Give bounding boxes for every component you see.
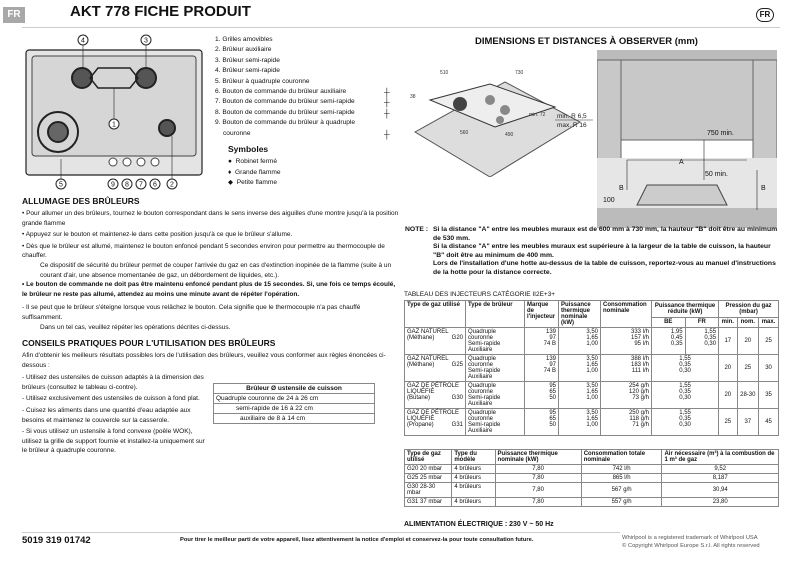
pressure-min: 17 (719, 328, 737, 355)
feature-list (215, 35, 355, 139)
injector-mark (525, 382, 559, 409)
column-header: Consommation nominale (601, 301, 652, 328)
burner-type-value: Quadruple couronne (468, 410, 497, 422)
header-row (405, 301, 779, 318)
table-cell: 742 l/h (581, 465, 662, 474)
nominal-power-value: 3,50 (586, 356, 598, 362)
table-cell: 865 l/h (581, 474, 662, 483)
dim-label-min-radius: min. R 6,5 (557, 113, 587, 120)
column-subheader: FR (685, 317, 719, 327)
nominal-consumption (601, 382, 652, 409)
symbol-label: Robinet fermé (235, 158, 278, 165)
callout-7: 7 (139, 181, 143, 189)
nominal-power-value: 1,65 (586, 335, 598, 341)
nominal-power-value: 3,50 (586, 329, 598, 335)
injector-mark-value: 95 (549, 383, 556, 389)
gas-type-cell (405, 355, 466, 382)
column-header: Type de gaz utilisé (405, 450, 452, 465)
allumage-warning: • Le bouton de commande ne doit pas être maintenu enfoncé pendant plus de 15 secondes. Si, une fois ce temps écoulé, le brûleur ne reste pas allumé, attendez au moins une minute avant de répéter l'opération. (22, 281, 396, 298)
gas-type-cell (405, 382, 466, 409)
gas-family: (Propane) (407, 422, 434, 428)
pressure-nom: 37 (737, 409, 759, 436)
column-header: Type du modèle (452, 450, 495, 465)
nominal-power-value: 1,00 (586, 341, 598, 347)
table-cell: 9,52 (662, 465, 779, 474)
burner-type-value: Quadruple couronne (468, 383, 497, 395)
gas-name: GAZ DE PÉTROLE LIQUÉFIÉ (407, 410, 460, 422)
installation-distance-diagram (597, 50, 777, 228)
table-cell: G20 20 mbar (405, 465, 452, 474)
hob-dimension-diagram (405, 52, 595, 177)
conseils-item: - Utilisez exclusivement des ustensiles de cuisson à fond plat. (22, 395, 200, 403)
dim-label-b: B (619, 185, 624, 192)
table-cell: 4 brûleurs (452, 498, 495, 507)
injector-mark-value: 50 (549, 395, 556, 401)
feature-item: 5. Brûleur à quadruple couronne (215, 77, 310, 85)
utensil-row: Quadruple couronne de 24 à 26 cm (214, 394, 375, 404)
table-cell: G30 28-30 mbar (405, 483, 452, 498)
gas-name: GAZ DE PÉTROLE LIQUÉFIÉ (407, 383, 460, 395)
column-subheader: BE (652, 317, 686, 327)
nominal-consumption-value: 183 l/h (630, 362, 649, 368)
nominal-consumption-value: 254 g/h (628, 383, 649, 389)
nominal-consumption-value: 157 l/h (630, 335, 649, 341)
gas-sub (407, 335, 463, 341)
header-row (405, 450, 779, 465)
gas-code: G31 (451, 422, 463, 428)
gas-code: G20 (451, 335, 463, 341)
hob-diagram (22, 32, 212, 194)
pressure-min: 25 (719, 409, 737, 436)
table-cell: 7,80 (495, 498, 581, 507)
conseils-item: - Cuisez les aliments dans une quantité d'eau adaptée aux besoins et maintenez le couvercle sur la casserole. (22, 406, 191, 424)
table-cell: G25 25 mbar (405, 474, 452, 483)
closed-valve-icon: ● (228, 158, 232, 165)
burner-type (466, 355, 525, 382)
pressure-max: 25 (759, 328, 779, 355)
reduced-power-value: 0,30 (679, 368, 691, 374)
column-header: Air nécessaire (m³) à la combustion de 1 m³ de gaz (662, 450, 779, 465)
gas-type-cell (405, 328, 466, 355)
table-row (405, 409, 779, 436)
reduced-power-fr-value: 0,35 (704, 335, 717, 341)
injector-mark-value: 139 (545, 356, 556, 362)
gas-sub (407, 395, 463, 401)
total-consumption-table (404, 449, 779, 507)
installation-note (405, 226, 780, 278)
pressure-nom: 20 (737, 328, 759, 355)
pressure-max: 35 (759, 382, 779, 409)
reduced-power-fr-value: 1,55 (704, 329, 717, 335)
column-subheader: max. (759, 317, 779, 327)
note-label: NOTE : (405, 226, 429, 233)
table-cell: 4 brûleurs (452, 474, 495, 483)
pressure-nom: 28-30 (737, 382, 759, 409)
nominal-power-value: 1,65 (586, 362, 598, 368)
nominal-power-value: 3,50 (586, 383, 598, 389)
nominal-consumption-value: 388 l/h (630, 356, 649, 362)
callout-6: 6 (153, 181, 157, 189)
feature-item: 3. Brûleur semi-rapide (215, 56, 280, 64)
pressure-max: 45 (759, 409, 779, 436)
conseils-title: CONSEILS PRATIQUES POUR L'UTILISATION DES BRÛLEURS (22, 338, 276, 348)
conseils-item: - Si vous utilisez un ustensile à fond convexe (poêle WOK), utilisez la grille de support fournie et installez-la uniquement sur le brûleur à quadruple couronne. (22, 428, 205, 455)
column-subheader: nom. (737, 317, 759, 327)
nominal-consumption-value: 120 g/h (628, 389, 649, 395)
reduced-power-fr-value: 0,30 (704, 341, 717, 347)
page-title: AKT 778 FICHE PRODUIT (70, 3, 251, 20)
nominal-consumption (601, 409, 652, 436)
allumage-item: • Appuyez sur le bouton et maintenez-le dans cette position jusqu'à ce que le brûleur s'allume. (22, 231, 293, 239)
dim-label: 38 (410, 94, 416, 100)
nominal-consumption-value: 71 g/h (632, 422, 649, 428)
allumage-item: Ce dispositif de sécurité du brûleur permet de couper l'arrivée du gaz en cas d'extinction inopinée de la flamme (suite à un courant d'air, une absence momentanée de gaz, un débordement de liquides, etc.). (40, 261, 392, 279)
gas-code: G25 (451, 362, 463, 368)
reduced-power-value: 0,35 (679, 389, 691, 395)
utensil-row: auxiliaire de 8 à 14 cm (214, 414, 375, 424)
gas-type-cell (405, 409, 466, 436)
reduced-power (652, 409, 719, 436)
gas-family: (Butane) (407, 395, 431, 401)
injector-mark-value: 50 (549, 422, 556, 428)
reduced-power (652, 382, 719, 409)
table-row (405, 382, 779, 409)
reduced-power-be (652, 328, 686, 355)
note-line: Lors de l'installation d'une hotte au-dessus de la table de cuisson, reportez-vous au manuel d'instructions de la hotte pour la distance correcte. (433, 260, 776, 276)
reduced-power-value: 0,35 (679, 362, 691, 368)
copyright-text: © Copyright Whirlpool Europe S.r.l. All rights reserved (622, 543, 760, 549)
burner-type-value: Auxiliaire (468, 428, 493, 434)
allumage-title: ALLUMAGE DES BRÛLEURS (22, 196, 140, 206)
burner-type-value: Auxiliaire (468, 401, 493, 407)
table-cell: 4 brûleurs (452, 465, 495, 474)
nominal-consumption-value: 250 g/h (628, 410, 649, 416)
dim-label: min. 72 (529, 112, 546, 118)
table-cell: 7,80 (495, 465, 581, 474)
symbol-label: Grande flamme (235, 168, 281, 176)
table-cell: 23,80 (662, 498, 779, 507)
conseils-intro: Afin d'obtenir les meilleurs résultats possibles lors de l'utilisation des brûleurs, veuillez vous conformer aux règles énoncées ci-dessous : (22, 352, 386, 369)
burner-type-value: Auxiliaire (468, 374, 493, 380)
symbols-legend (228, 144, 281, 189)
nominal-power-value: 1,00 (586, 395, 598, 401)
allumage-section (22, 196, 400, 332)
feature-item: 6. Bouton de commande du brûleur auxiliaire (215, 88, 347, 96)
table-row (405, 328, 779, 355)
nominal-consumption-value: 118 g/h (629, 416, 649, 422)
nominal-power-value: 1,65 (586, 389, 598, 395)
table-row (405, 465, 779, 474)
dimensions-title: DIMENSIONS ET DISTANCES À OBSERVER (mm) (475, 36, 698, 47)
injector-mark (525, 355, 559, 382)
allumage-item: - Il se peut que le brûleur s'éteigne lorsque vous relâchez le bouton. Cela signifie que le thermocouple n'a pas chauffé suffisamment. (22, 304, 361, 321)
gas-name: GAZ NATUREL (407, 356, 449, 362)
column-header: Type de brûleur (466, 301, 525, 328)
trademark-text: Whirlpool is a registered trademark of Whirlpool USA (622, 535, 758, 541)
table-cell: 7,80 (495, 474, 581, 483)
burner-type-value: Quadruple couronne (468, 356, 497, 368)
dim-label: 560 (460, 130, 469, 136)
table-cell: 8,187 (662, 474, 779, 483)
nominal-power (559, 382, 601, 409)
nominal-consumption-value: 73 g/h (632, 395, 649, 401)
callout-1: 1 (112, 121, 116, 129)
column-header: Type de gaz utilisé (405, 301, 466, 328)
injector-mark (525, 328, 559, 355)
reduced-power-be-value: 0,35 (670, 341, 683, 347)
reduced-power-be-value: 1,95 (670, 329, 683, 335)
table-cell: 557 g/h (581, 498, 662, 507)
gas-family: (Méthane) (407, 335, 435, 341)
language-badge: FR (3, 7, 25, 23)
feature-item: 7. Bouton de commande du brûleur semi-rapide (215, 98, 355, 106)
allumage-item: Dans un tel cas, veuillez répéter les opérations décrites ci-dessus. (40, 323, 231, 331)
dim-label-side: 50 min. (705, 171, 728, 178)
injector-mark-value: 65 (549, 416, 556, 422)
reduced-power-value: 0,35 (679, 416, 691, 422)
conseils-item: - Utilisez des ustensiles de cuisson adaptés à la dimension des brûleurs (consultez le tableau ci-contre). (22, 374, 204, 391)
column-header: Puissance thermique nominale (kW) (559, 301, 601, 328)
injector-mark-value: 65 (549, 389, 556, 395)
nominal-consumption-value: 95 l/h (634, 341, 649, 347)
large-flame-icon: ♦ (228, 168, 232, 176)
table-row (405, 355, 779, 382)
reduced-power-value: 1,55 (679, 356, 691, 362)
pressure-min: 20 (719, 382, 737, 409)
callout-5: 5 (59, 181, 63, 189)
column-header: Marque de l'injecteur (525, 301, 559, 328)
note-line: Si la distance "A" entre les meubles muraux est de 600 mm à 730 mm, la hauteur "B" doit être au minimum de 530 mm. (433, 226, 778, 242)
table-cell: 4 brûleurs (452, 483, 495, 498)
reduced-power-value: 0,30 (679, 422, 691, 428)
table-row (405, 474, 779, 483)
pressure-min: 20 (719, 355, 737, 382)
feature-item: 1. Grilles amovibles (215, 36, 273, 43)
feature-item: 9. Bouton de commande du brûleur à quadruple (215, 119, 356, 127)
burner-type-value: Quadruple couronne (468, 329, 497, 341)
small-flame-icon: ◆ (228, 179, 234, 186)
nominal-power-value: 1,00 (586, 368, 598, 374)
column-header: Pression du gaz (mbar) (719, 301, 779, 318)
knob-position-icons: ┼ ┼ ┼ ┼ (384, 88, 390, 139)
injector-mark-value: 139 (545, 329, 556, 335)
dim-label: 490 (505, 132, 514, 138)
pressure-max: 30 (759, 355, 779, 382)
column-header: Puissance thermique nominale (kW) (495, 450, 581, 465)
feature-item: 4. Brûleur semi-rapide (215, 67, 280, 75)
nominal-power (559, 409, 601, 436)
dim-label-a: A (679, 159, 684, 166)
utensil-table (213, 383, 375, 424)
injector-mark-value: 74 B (543, 368, 556, 374)
table-cell: 567 g/h (581, 483, 662, 498)
reduced-power-value: 1,55 (679, 410, 691, 416)
callout-8: 8 (125, 181, 129, 189)
table-cell: G31 37 mbar (405, 498, 452, 507)
dim-label: 510 (440, 70, 449, 76)
burner-type (466, 382, 525, 409)
injector-table (404, 300, 779, 436)
gas-code: G30 (451, 395, 463, 401)
dim-label-back: 100 (603, 197, 615, 204)
language-badge-right: FR (756, 8, 774, 22)
burner-type-value: Semi-rapide (468, 395, 501, 401)
reduced-power (652, 355, 719, 382)
header-divider (22, 27, 780, 28)
column-header: Puissance thermique réduite (kW) (652, 301, 719, 318)
feature-item: 2. Brûleur auxiliaire (215, 46, 272, 54)
table-cell: 30,94 (662, 483, 779, 498)
utensil-row: semi-rapide de 16 à 22 cm (214, 404, 375, 414)
dim-label: 730 (515, 70, 524, 76)
nominal-power (559, 328, 601, 355)
column-header: Consommation totale nominale (581, 450, 662, 465)
feature-item: 8. Bouton de commande du brûleur semi-rapide (215, 108, 355, 116)
injector-mark-value: 95 (549, 410, 556, 416)
pressure-nom: 25 (737, 355, 759, 382)
burner-type-value: Auxiliaire (468, 347, 493, 353)
burner-type-value: Semi-rapide (468, 341, 501, 347)
nominal-consumption (601, 328, 652, 355)
table-row (405, 498, 779, 507)
injector-table-title: TABLEAU DES INJECTEURS CATÉGORIE II2E+3+ (404, 291, 556, 298)
table-cell: 7,80 (495, 483, 581, 498)
nominal-consumption-value: 333 l/h (630, 329, 649, 335)
callout-4: 4 (81, 37, 85, 45)
feature-item: couronne (223, 129, 251, 137)
footer-advice: Pour tirer le meilleur parti de votre appareil, lisez attentivement la notice d'emploi et conservez-la pour toute consultation future. (180, 537, 534, 543)
callout-2: 2 (170, 181, 174, 189)
gas-name: GAZ NATUREL (407, 329, 449, 335)
gas-sub (407, 422, 463, 428)
nominal-consumption-value: 111 l/h (631, 368, 649, 374)
nominal-consumption (601, 355, 652, 382)
symbol-label: Petite flamme (236, 179, 278, 186)
burner-type-value: Semi-rapide (468, 368, 501, 374)
note-line: Si la distance "A" entre les meubles muraux est supérieure à la largeur de la table de cuisson, la hauteur "B" doit être au minimum de 400 mm. (433, 243, 771, 259)
utensil-header: Brûleur Ø ustensile de cuisson (214, 384, 375, 394)
dim-label-height: 750 min. (707, 130, 734, 137)
nominal-power-value: 1,00 (586, 422, 598, 428)
footer-divider (22, 532, 620, 533)
injector-mark-value: 97 (549, 362, 556, 368)
nominal-power-value: 1,65 (586, 416, 598, 422)
injector-mark-value: 97 (549, 335, 556, 341)
reduced-power-be-value: 0,45 (670, 335, 683, 341)
injector-mark-value: 74 B (543, 341, 556, 347)
column-subheader: min. (719, 317, 737, 327)
electrical-supply: ALIMENTATION ÉLECTRIQUE : 230 V ~ 50 Hz (404, 521, 554, 528)
product-code: 5019 319 01742 (22, 535, 91, 546)
reduced-power-fr (685, 328, 719, 355)
allumage-item: • Pour allumer un des brûleurs, tournez le bouton correspondant dans le sens inverse des aiguilles d'une montre jusqu'à la position grande flamme (22, 210, 399, 227)
nominal-power-value: 3,50 (586, 410, 598, 416)
footer-legal (622, 534, 760, 550)
nominal-power (559, 355, 601, 382)
dim-label-max-radius: max. R 16 (557, 122, 587, 129)
reduced-power-value: 0,30 (679, 395, 691, 401)
symbols-title: Symboles (228, 144, 269, 154)
table-row (405, 483, 779, 498)
burner-type (466, 409, 525, 436)
callout-9: 9 (111, 181, 115, 189)
burner-type (466, 328, 525, 355)
callout-3: 3 (144, 37, 148, 45)
gas-sub (407, 362, 463, 368)
reduced-power-value: 1,55 (679, 383, 691, 389)
gas-family: (Méthane) (407, 362, 435, 368)
dim-label-b: B (761, 185, 766, 192)
injector-mark (525, 409, 559, 436)
burner-type-value: Semi-rapide (468, 422, 501, 428)
allumage-item: • Dès que le brûleur est allumé, maintenez le bouton enfoncé pendant 5 secondes environ pour permettre au thermocouple de chauffer. (22, 242, 385, 260)
